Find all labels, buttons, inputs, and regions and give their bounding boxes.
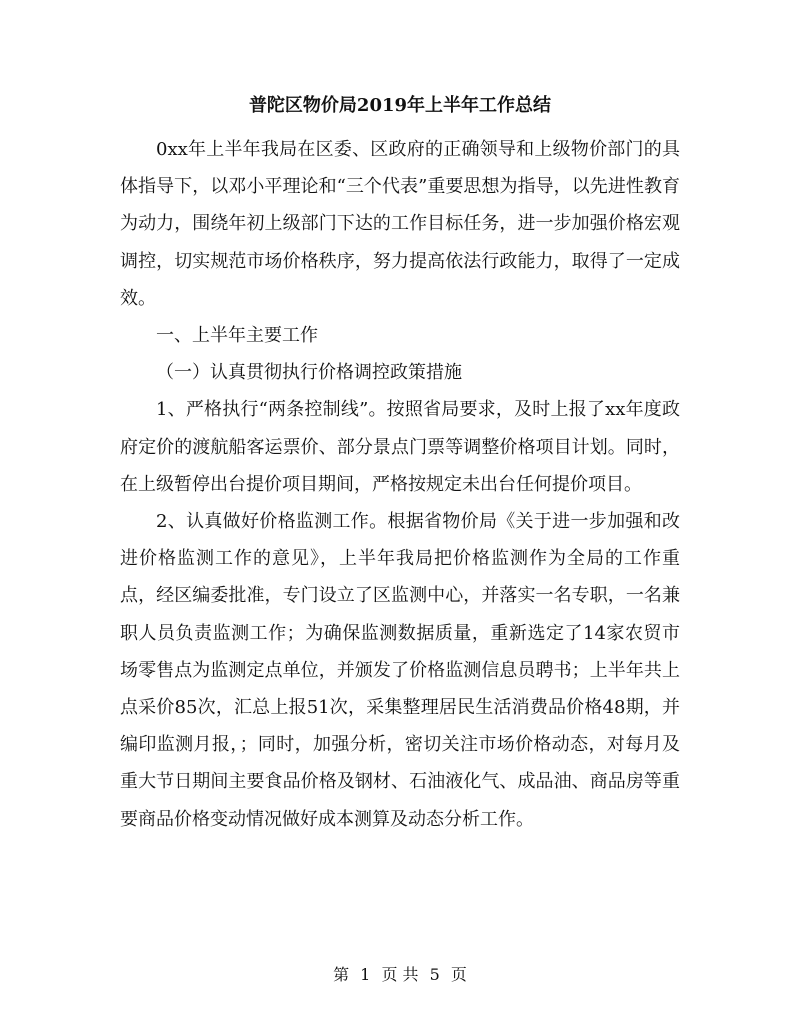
item-paragraph-1: 1、严格执行“两条控制线”。按照省局要求，及时上报了xx年度政府定价的渡航船客运票价、部分景点门票等调整价格项目计划。同时，在上级暂停出台提价项目期间，严格按规定未出台任何提价项目。 — [120, 399, 680, 495]
footer-prefix: 第 — [333, 965, 350, 984]
footer-middle: 页 共 — [381, 965, 419, 984]
section-heading: 一、上半年主要工作 — [156, 325, 318, 347]
footer-total-pages: 5 — [429, 965, 440, 984]
footer-page-number: 1 — [360, 965, 371, 984]
intro-paragraph: 0xx年上半年我局在区委、区政府的正确领导和上级物价部门的具体指导下，以邓小平理论和“三个代表”重要思想为指导，以先进性教育为动力，围绕年初上级部门下达的工作目标任务，进一步加强价格宏观调控，切实规范市场价格秩序，努力提高依法行政能力，取得了一定成效。 — [120, 139, 680, 309]
document-title: 普陀区物价局2019年上半年工作总结 — [248, 95, 552, 116]
document-body — [120, 131, 680, 838]
subsection-heading: （一）认真贯彻执行价格调控政策措施 — [156, 362, 462, 384]
page-footer — [0, 963, 800, 987]
footer-suffix: 页 — [450, 965, 467, 984]
item-paragraph-2: 2、认真做好价格监测工作。根据省物价局《关于进一步加强和改进价格监测工作的意见》，上半年我局把价格监测作为全局的工作重点，经区编委批准，专门设立了区监测中心，并落实一名专职，一名兼职人员负责监测工作；为确保监测数据质量，重新选定了14家农贸市场零售点为监测定点单位，并颁发了价格监测信息员聘书；上半年共上点采价85次，汇总上报51次，采集整理居民生活消费品价格48期，并编印监测月报，；同时，加强分析，密切关注市场价格动态，对每月及重大节日期间主要食品价格及钢材、石油液化气、成品油、商品房等重要商品价格变动情况做好成本测算及动态分析工作。 — [120, 511, 680, 830]
